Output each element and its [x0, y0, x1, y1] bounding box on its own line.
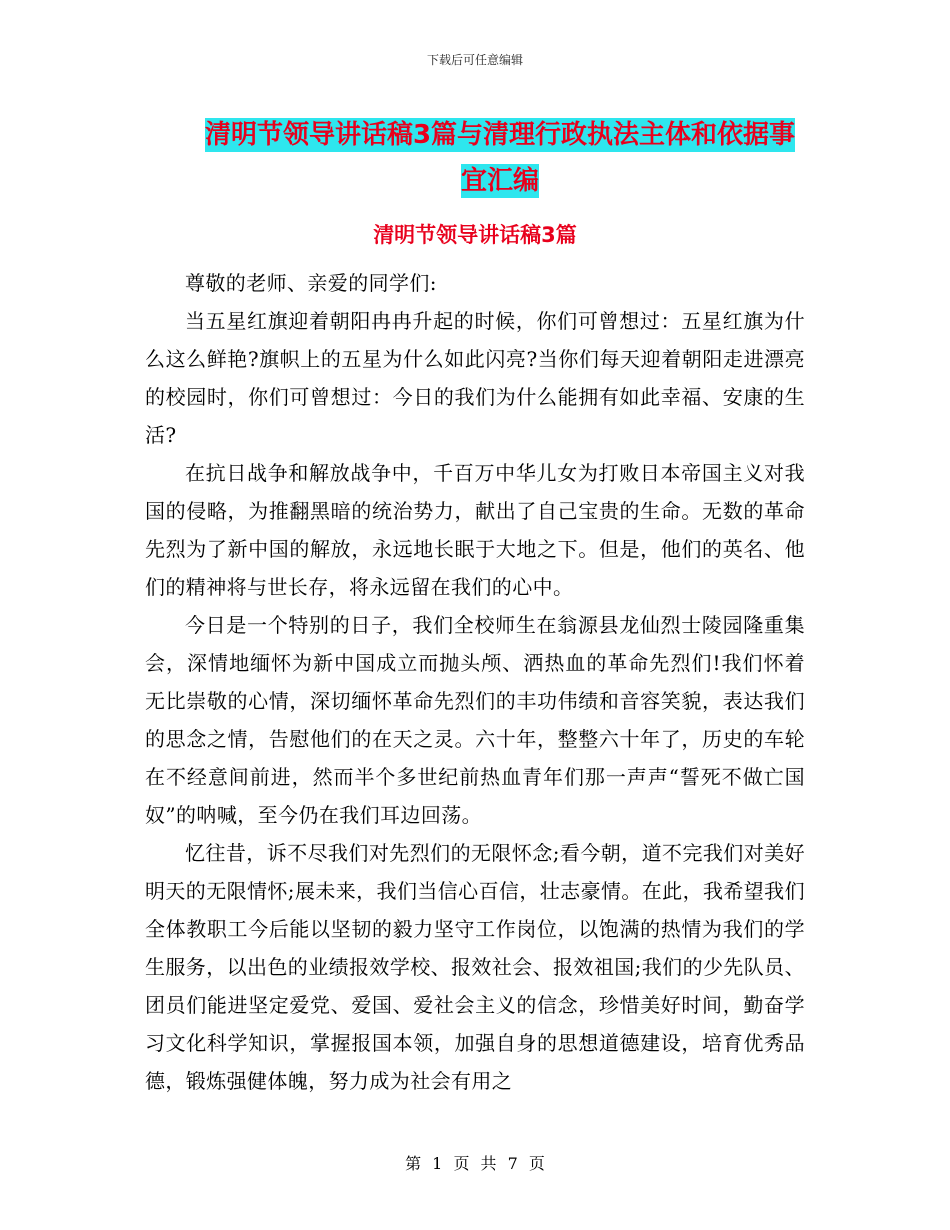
- document-title-line-2: 宜汇编: [460, 166, 539, 196]
- speech-body: [145, 264, 805, 1100]
- document-title-line-1: 清明节领导讲话稿3篇与清理行政执法主体和依据事: [204, 120, 796, 150]
- section-title: 清明节领导讲话稿3篇: [373, 223, 577, 247]
- paragraph: 今日是一个特别的日子，我们全校师生在翁源县龙仙烈士陵园隆重集会，深情地缅怀为新中国成立而抛头颅、洒热血的革命先烈们!我们怀着无比崇敬的心情，深切缅怀革命先烈们的丰功伟绩和音容笑貌，表达我们的思念之情，告慰他们的在天之灵。六十年，整整六十年了，历史的车轮在不经意间前进，然而半个多世纪前热血青年们那一声声“誓死不做亡国奴”的呐喊，至今仍在我们耳边回荡。: [145, 613, 805, 827]
- page-number: 第 1 页 共 7 页: [405, 1154, 545, 1173]
- paragraph: 在抗日战争和解放战争中，千百万中华儿女为打败日本帝国主义对我国的侵略，为推翻黑暗的统治势力，献出了自己宝贵的生命。无数的革命先烈为了新中国的解放，永远地长眠于大地之下。但是，他们的英名、他们的精神将与世长存，将永远留在我们的心中。: [145, 461, 805, 599]
- paragraph: 忆往昔，诉不尽我们对先烈们的无限怀念;看今朝，道不完我们对美好明天的无限情怀;展未来，我们当信心百信，壮志豪情。在此，我希望我们全体教职工今后能以坚韧的毅力坚守工作岗位，以饱满的热情为我们的学生服务，以出色的业绩报效学校、报效社会、报效祖国;我们的少先队员、团员们能进坚定爱党、爱国、爱社会主义的信念，珍惜美好时间，勤奋学习文化科学知识，掌握报国本领，加强自身的思想道德建设，培育优秀品德，锻炼强健体魄，努力成为社会有用之: [145, 841, 805, 1093]
- document-title: [150, 112, 850, 204]
- paragraph: 当五星红旗迎着朝阳冉冉升起的时候，你们可曾想过：五星红旗为什么这么鲜艳?旗帜上的五星为什么如此闪亮?当你们每天迎着朝阳走进漂亮的校园时，你们可曾想过：今日的我们为什么能拥有如此幸福、安康的生活?: [145, 309, 805, 447]
- paragraph-greeting: 尊敬的老师、亲爱的同学们:: [185, 271, 437, 295]
- header-note: 下载后可任意编辑: [426, 53, 523, 67]
